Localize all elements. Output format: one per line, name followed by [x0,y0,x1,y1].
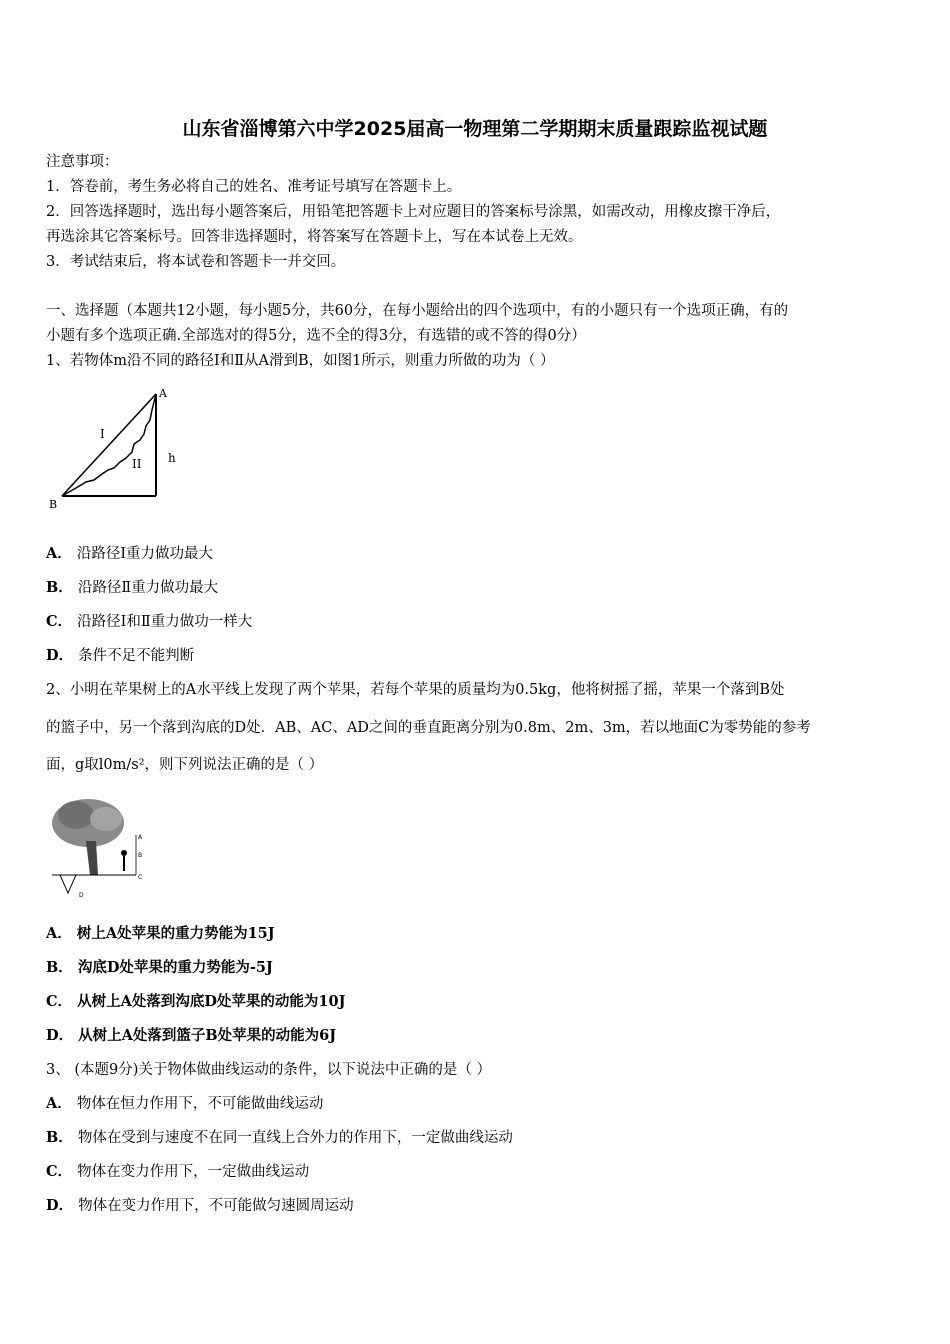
label-path-ii: II [132,457,142,471]
q3-option: A． 物体在恒力作用下，不可能做曲线运动 [46,1095,324,1112]
fig2-label-c: C [138,874,143,881]
incline-diagram [46,382,186,512]
apple-tree-figure [46,793,151,903]
fig2-label-d: D [79,892,84,899]
q3-option: D． 物体在变力作用下，不可能做匀速圆周运动 [46,1197,354,1214]
q2-option: B． 沟底D处苹果的重力势能为-5J [46,959,273,976]
question-1-stem: 1、若物体m沿不同的路径Ⅰ和Ⅱ从A滑到B，如图1所示，则重力所做的功为（ ） [46,353,555,369]
tree-trunk [86,841,98,875]
label-b: B [49,498,58,511]
fig2-label-b: B [138,852,143,859]
label-a: A [159,387,167,400]
notice-item: 再选涂其它答案标号。回答非选择题时，将答案写在答题卡上，写在本试卷上无效。 [46,229,583,245]
notice-item: 2．回答选择题时，选出每小题答案后，用铅笔把答题卡上对应题目的答案标号涂黑，如需改动，用橡皮擦干净后， [46,204,781,220]
q1-option: D． 条件不足不能判断 [46,647,195,664]
q2-option: D． 从树上A处落到篮子B处苹果的动能为6J [46,1027,337,1044]
notice-item: 3．考试结束后，将本试卷和答题卡一并交回。 [46,254,346,270]
notice-item: 1．答卷前，考生务必将自己的姓名、准考证号填写在答题卡上。 [46,179,462,195]
ditch [60,875,76,893]
q1-option: C． 沿路径Ⅰ和Ⅱ重力做功一样大 [46,613,253,630]
q2-option: C． 从树上A处落到沟底D处苹果的动能为10J [46,993,346,1010]
label-h: h [168,451,176,465]
person-head [121,850,127,856]
tree-crown-light [90,807,122,831]
q3-option: B． 物体在受到与速度不在同一直线上合外力的作用下，一定做曲线运动 [46,1129,513,1146]
notice-heading: 注意事项： [46,154,119,170]
question-2-stem-cont: 的篮子中，另一个落到沟底的D处．AB、AC、AD之间的垂直距离分别为0.8m、2m、3m，若以地面C为零势能的参考 [46,720,811,736]
section-heading: 一、选择题（本题共12小题，每小题5分，共60分，在每小题给出的四个选项中，有的小题只有一个选项正确，有的 [46,303,789,319]
path-i-line [62,394,156,496]
fig2-label-a: A [138,834,143,841]
label-path-i: I [100,427,105,441]
section-heading-cont: 小题有多个选项正确.全部选对的得5分，选不全的得3分，有选错的或不答的得0分） [46,328,586,344]
question-3-stem: 3、 (本题9分)关于物体做曲线运动的条件，以下说法中正确的是（ ） [46,1062,491,1078]
question-2-stem-cont: 面，g取l0m/s²，则下列说法正确的是（ ） [46,757,324,773]
tree-crown-shade [58,801,94,829]
question-2-stem: 2、小明在苹果树上的A水平线上发现了两个苹果，若每个苹果的质量均为0.5kg，他将树摇了摇，苹果一个落到B处 [46,682,785,698]
q1-option: A． 沿路径Ⅰ重力做功最大 [46,545,214,562]
q3-option: C． 物体在变力作用下，一定做曲线运动 [46,1163,310,1180]
q1-option: B． 沿路径Ⅱ重力做功最大 [46,579,219,596]
q2-option: A． 树上A处苹果的重力势能为15J [46,925,275,942]
page-title: 山东省淄博第六中学2025届高一物理第二学期期末质量跟踪监视试题 [182,118,768,140]
